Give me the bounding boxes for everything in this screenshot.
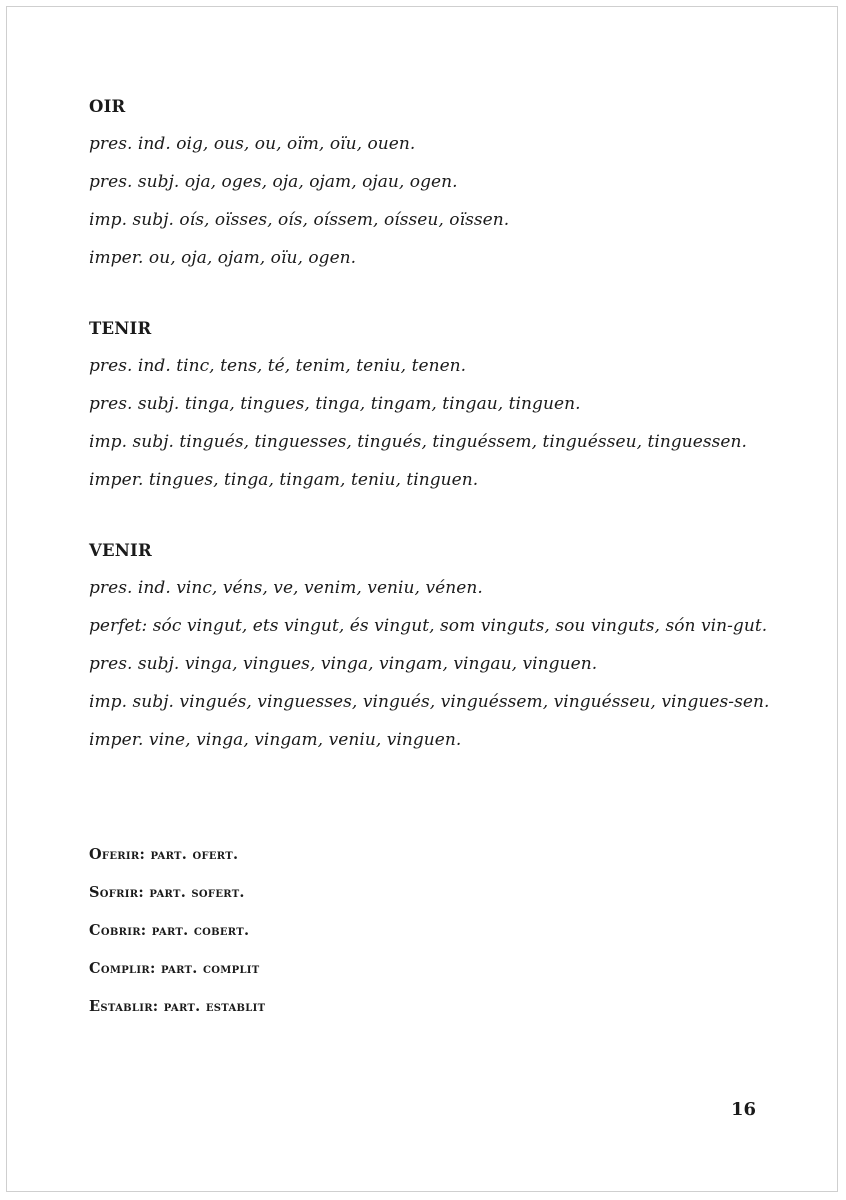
document-page xyxy=(6,6,838,1192)
page-content xyxy=(89,95,771,1033)
conjugation-line: pres. ind. vinc, véns, ve, venim, veniu, vénen. xyxy=(89,578,483,598)
conjugation-line: imp. subj. oís, oïsses, oís, oíssem, oísseu, oïssen. xyxy=(89,210,510,230)
verb-heading: OIR xyxy=(89,97,126,116)
conjugation-line: pres. ind. tinc, tens, té, tenim, teniu, tenen. xyxy=(89,356,467,376)
participle-item: Complir: part. complit xyxy=(89,960,260,977)
conjugation-line: pres. subj. oja, oges, oja, ojam, ojau, ogen. xyxy=(89,172,458,192)
conjugation-line: imper. vine, vinga, vingam, veniu, vinguen. xyxy=(89,730,462,750)
participle-list xyxy=(89,843,771,1019)
conjugation-line: perfet: sóc vingut, ets vingut, és vingut, som vinguts, sou vinguts, són vin-gut. xyxy=(89,616,768,636)
participle-item: Oferir: part. ofert. xyxy=(89,846,239,863)
verb-heading: TENIR xyxy=(89,319,152,338)
participle-item: Establir: part. establit xyxy=(89,998,266,1015)
participle-item: Sofrir: part. sofert. xyxy=(89,884,245,901)
conjugation-line: imp. subj. tingués, tinguesses, tingués, tinguéssem, tinguésseu, tinguessen. xyxy=(89,432,748,452)
conjugation-line: imper. tingues, tinga, tingam, teniu, tinguen. xyxy=(89,470,479,490)
page-number: 16 xyxy=(730,1099,756,1120)
conjugation-line: pres. ind. oig, ous, ou, oïm, oïu, ouen. xyxy=(89,134,416,154)
conjugation-line: imper. ou, oja, ojam, oïu, ogen. xyxy=(89,248,357,268)
verb-heading: VENIR xyxy=(89,541,152,560)
participle-item: Cobrir: part. cobert. xyxy=(89,922,250,939)
conjugation-line: imp. subj. vingués, vinguesses, vingués, vinguéssem, vinguésseu, vingues-sen. xyxy=(89,692,770,712)
verb-block-oir xyxy=(89,95,771,271)
conjugation-line: pres. subj. tinga, tingues, tinga, tingam, tingau, tinguen. xyxy=(89,394,581,414)
conjugation-line: pres. subj. vinga, vingues, vinga, vingam, vingau, vinguen. xyxy=(89,654,598,674)
verb-block-tenir xyxy=(89,317,771,493)
verb-block-venir xyxy=(89,539,771,753)
